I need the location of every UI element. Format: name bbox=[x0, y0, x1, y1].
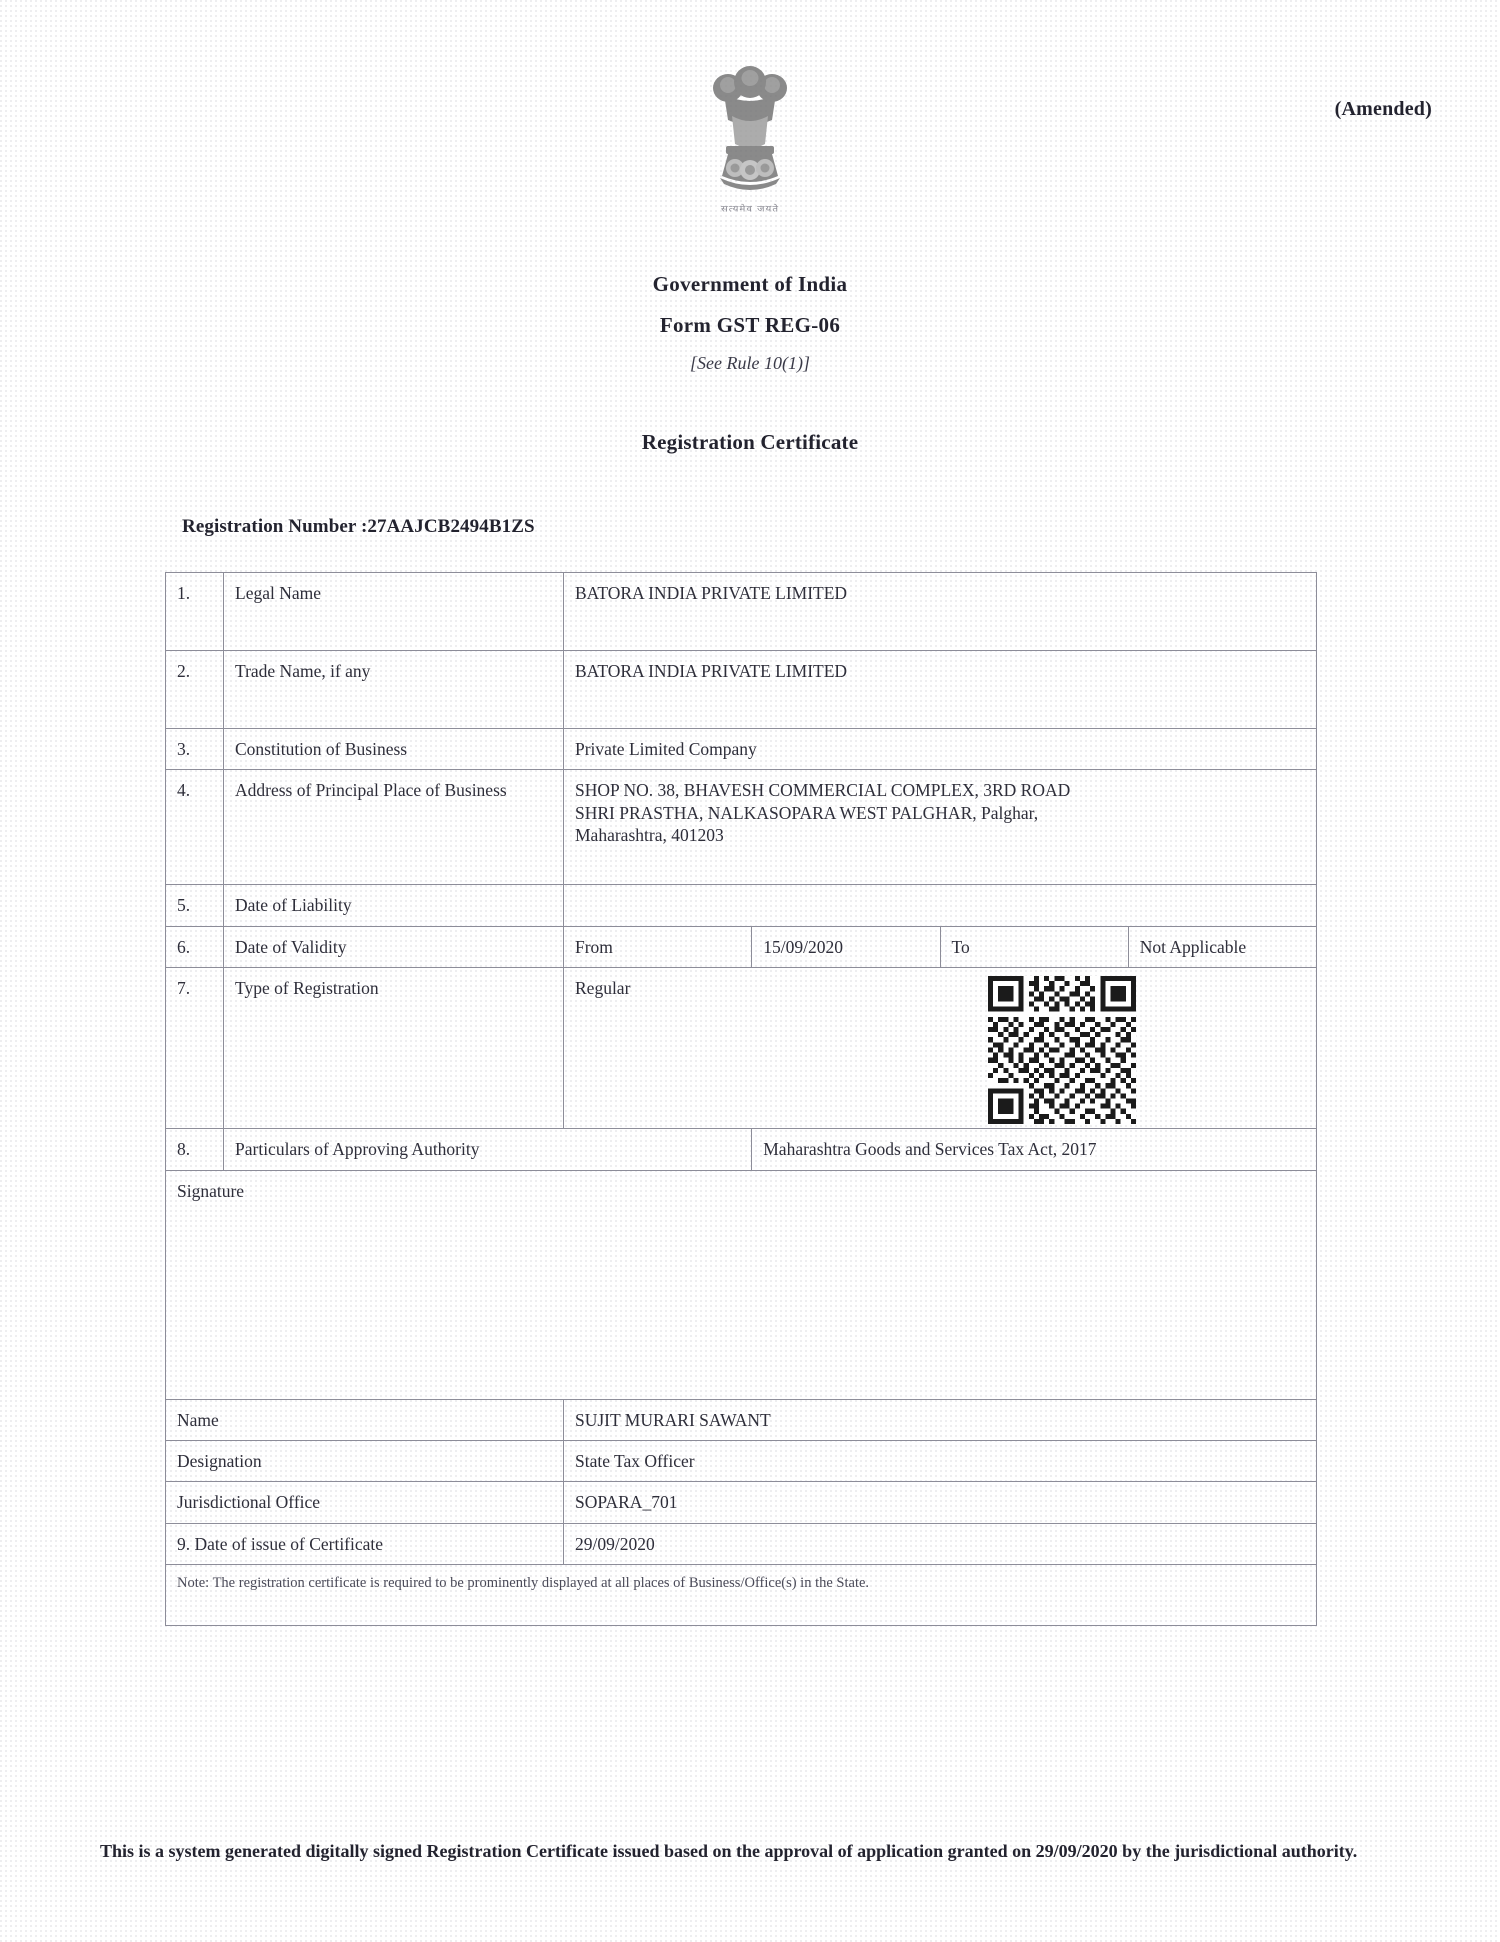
row-value: BATORA INDIA PRIVATE LIMITED bbox=[564, 573, 1317, 651]
table-row-validity bbox=[166, 926, 1317, 967]
row-serial: 5. bbox=[166, 885, 224, 926]
row-serial: 7. bbox=[166, 968, 224, 1129]
table-row-designation bbox=[166, 1440, 1317, 1481]
row-label: Constitution of Business bbox=[224, 729, 564, 770]
name-value: SUJIT MURARI SAWANT bbox=[564, 1399, 1317, 1440]
table-row bbox=[166, 651, 1317, 729]
row-label: Address of Principal Place of Business bbox=[224, 770, 564, 885]
validity-from-label: From bbox=[564, 926, 752, 967]
row-serial: 6. bbox=[166, 926, 224, 967]
table-row-type bbox=[166, 968, 1317, 1129]
table-row-note bbox=[166, 1565, 1317, 1626]
name-label: Name bbox=[166, 1399, 564, 1440]
row-label: Date of Liability bbox=[224, 885, 564, 926]
validity-from-value: 15/09/2020 bbox=[752, 926, 940, 967]
validity-to-label: To bbox=[940, 926, 1128, 967]
row-label: Trade Name, if any bbox=[224, 651, 564, 729]
note-text: Note: The registration certificate is required to be prominently displayed at all places of Business/Office(s) in the State. bbox=[166, 1565, 1317, 1626]
signature-label: Signature bbox=[166, 1170, 1317, 1399]
address-line: SHRI PRASTHA, NALKASOPARA WEST PALGHAR, Palghar, bbox=[575, 802, 1039, 823]
amended-tag: (Amended) bbox=[1334, 98, 1432, 120]
table-row-authority bbox=[166, 1129, 1317, 1170]
row-label: Legal Name bbox=[224, 573, 564, 651]
designation-value: State Tax Officer bbox=[564, 1440, 1317, 1481]
type-of-registration-value: Regular bbox=[575, 978, 631, 999]
row-label: Particulars of Approving Authority bbox=[224, 1129, 752, 1170]
designation-label: Designation bbox=[166, 1440, 564, 1481]
date-of-issue-value: 29/09/2020 bbox=[564, 1523, 1317, 1564]
row-serial: 8. bbox=[166, 1129, 224, 1170]
row-value bbox=[564, 885, 1317, 926]
government-title: Government of India bbox=[652, 272, 848, 296]
table-row-date-of-issue bbox=[166, 1523, 1317, 1564]
row-serial: 4. bbox=[166, 770, 224, 885]
table-row bbox=[166, 573, 1317, 651]
certificate-table-wrapper bbox=[165, 572, 1317, 1626]
footer-disclaimer: This is a system generated digitally signed Registration Certificate issued based on the approval of application granted on 29/09/2020 by the jurisdictional authority. bbox=[100, 1841, 1358, 1861]
address-line: Maharashtra, 401203 bbox=[575, 825, 724, 846]
rule-reference: [See Rule 10(1)] bbox=[690, 353, 810, 373]
table-row-name bbox=[166, 1399, 1317, 1440]
table-row bbox=[166, 729, 1317, 770]
row-serial: 1. bbox=[166, 573, 224, 651]
row-value-type bbox=[564, 968, 1317, 1129]
title-block bbox=[0, 272, 1500, 455]
registration-number-value: 27AAJCB2494B1ZS bbox=[367, 516, 535, 537]
certificate-title: Registration Certificate bbox=[641, 430, 859, 454]
row-label: Type of Registration bbox=[224, 968, 564, 1129]
row-label: Date of Validity bbox=[224, 926, 564, 967]
row-value: BATORA INDIA PRIVATE LIMITED bbox=[564, 651, 1317, 729]
row-value: Private Limited Company bbox=[564, 729, 1317, 770]
table-row-signature bbox=[166, 1170, 1317, 1399]
validity-to-value: Not Applicable bbox=[1128, 926, 1316, 967]
registration-number bbox=[182, 516, 535, 538]
emblem-block bbox=[0, 58, 1500, 215]
table-row-address bbox=[166, 770, 1317, 885]
registration-number-label: Registration Number : bbox=[182, 516, 368, 537]
date-of-issue-label: 9. Date of issue of Certificate bbox=[166, 1523, 564, 1564]
row-value-address bbox=[564, 770, 1317, 885]
certificate-table bbox=[165, 572, 1317, 1626]
ashoka-lion-capital-emblem bbox=[702, 58, 798, 198]
row-serial: 2. bbox=[166, 651, 224, 729]
emblem-motto: सत्यमेव जयते bbox=[720, 204, 780, 214]
qr-code bbox=[988, 976, 1136, 1124]
address-line: SHOP NO. 38, BHAVESH COMMERCIAL COMPLEX, 3RD ROAD bbox=[575, 780, 1071, 801]
form-name-title: Form GST REG-06 bbox=[659, 313, 841, 337]
table-row-jurisdictional-office bbox=[166, 1482, 1317, 1523]
jurisdictional-office-label: Jurisdictional Office bbox=[166, 1482, 564, 1523]
row-value: Maharashtra Goods and Services Tax Act, 2017 bbox=[752, 1129, 1317, 1170]
row-serial: 3. bbox=[166, 729, 224, 770]
jurisdictional-office-value: SOPARA_701 bbox=[564, 1482, 1317, 1523]
table-row bbox=[166, 885, 1317, 926]
